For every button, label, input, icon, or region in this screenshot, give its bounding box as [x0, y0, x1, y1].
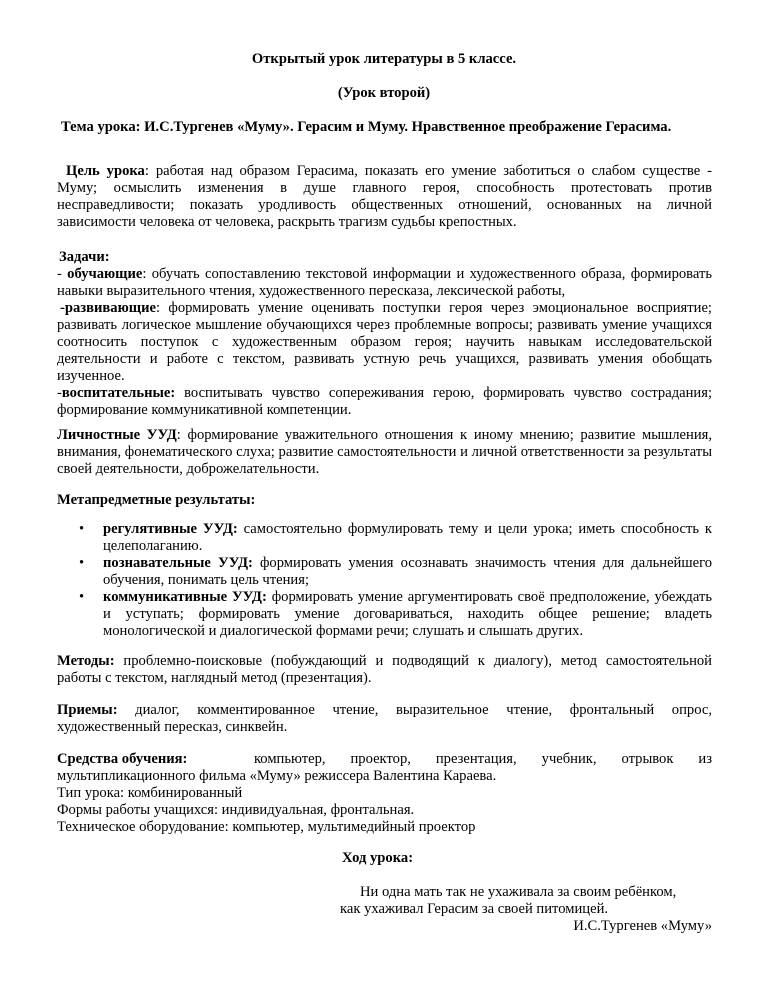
- means-line-1: Средства обучения: компьютер, проектор, презентация, учебник, отрывок из: [57, 751, 712, 767]
- goal-text: : работая над образом Герасима, показать его умение заботиться о слабом существе - Муму; осмыслить изменения в душе главного героя, способность протестовать против несправедливости; показать уродливость общественных отношений, основанных на личной зависимости человека от человека, раскрыть трагизм судьбы крепостных.: [57, 163, 713, 230]
- tasks-label: Задачи:: [59, 249, 110, 265]
- goal-label: Цель урока: [66, 163, 145, 179]
- lesson-topic: [61, 119, 701, 136]
- meta-item-regulative: [79, 521, 712, 555]
- teaching-means: [57, 751, 712, 836]
- personal-text: : формирование уважительного отношения к иному мнению; развитие мышления, внимания, фонематического слуха; развитие самостоятельности и личной ответственности за результаты своей деятельности, доброжелательности.: [57, 427, 712, 477]
- meta-item-label: познавательные УУД:: [103, 555, 253, 571]
- techniques-text: диалог, комментированное чтение, выразительное чтение, фронтальный опрос, художественный пересказ, синквейн.: [57, 702, 712, 735]
- epigraph-line-1: Ни одна мать так не ухаживала за своим ребёнком,: [360, 884, 677, 900]
- educational-label: обучающие: [67, 266, 143, 282]
- methods-label: Методы:: [57, 653, 115, 669]
- educational-text: : обучать сопоставлению текстовой информации и художественного образа, формировать навыки выразительного чтения, художественного пересказа, лексической работы,: [57, 266, 712, 299]
- personal-label: Личностные УУД: [57, 427, 177, 443]
- epigraph: [340, 884, 712, 935]
- epigraph-line-2: как ухаживал Герасим за своей питомицей.: [340, 901, 609, 917]
- meta-item-text: самостоятельно формулировать тему и цели урока; иметь способность к целеполаганию.: [103, 521, 712, 554]
- task-educational: - обучающие: обучать сопоставлению текстовой информации и художественного образа, формировать навыки выразительного чтения, художественного пересказа, лексической работы,: [57, 266, 712, 299]
- means-label: Средства обучения:: [57, 751, 188, 767]
- upbringing-text: воспитывать чувство сопереживания герою, формировать чувство сострадания; формирование коммуникативной компетенции.: [57, 385, 712, 418]
- developing-label: -развивающие: [60, 300, 156, 316]
- work-forms: Формы работы учащихся: индивидуальная, фронтальная.: [57, 802, 415, 818]
- lesson-goal: [57, 163, 712, 231]
- technical-equipment: Техническое оборудование: компьютер, мультимедийный проектор: [57, 819, 476, 835]
- bullet-icon: •: [79, 589, 85, 605]
- meta-item-label: коммуникативные УУД:: [103, 589, 267, 605]
- upbringing-label: воспитательные:: [61, 385, 176, 401]
- document-subtitle: (Урок второй): [337, 85, 431, 101]
- meta-results-label: Метапредметные результаты:: [57, 492, 256, 508]
- task-upbringing: -воспитательные: воспитывать чувство сопереживания герою, формировать чувство сострадания; формирование коммуникативной компетенции.: [57, 385, 712, 418]
- methods-text: проблемно-поисковые (побуждающий и подводящий к диалогу), метод самостоятельной работы с текстом, наглядный метод (презентация).: [57, 653, 712, 686]
- document-title: Открытый урок литературы в 5 классе.: [251, 51, 517, 67]
- methods: [57, 653, 712, 687]
- epigraph-author: И.С.Тургенев «Муму»: [573, 918, 712, 934]
- meta-item-cognitive: [79, 555, 712, 589]
- meta-item-label: регулятивные УУД:: [103, 521, 238, 537]
- meta-results-list: [57, 521, 712, 640]
- developing-text: : формировать умение оценивать поступки героя через эмоциональное восприятие; развивать логическое мышление обучающихся через проблемные вопросы; развивать умение учащихся соотносить поступок с художественным образом героя; научить навыкам исследовательской деятельности и работе с текстом, развивать устную речь учащихся, развивать умения обобщать изученное.: [57, 300, 712, 384]
- means-line-2: мультипликационного фильма «Муму» режиссера Валентина Караева.: [57, 768, 497, 784]
- bullet-icon: •: [79, 521, 85, 537]
- topic-label: Тема урока:: [61, 119, 141, 135]
- task-developing: [57, 300, 712, 385]
- tasks-section: [57, 249, 712, 419]
- bullet-icon: •: [79, 555, 85, 571]
- meta-item-text: формировать умения осознавать значимость чтения для дальнейшего обучения, понимать цель чтения;: [103, 555, 712, 588]
- course-heading: Ход урока:: [342, 850, 414, 866]
- lesson-type: Тип урока: комбинированный: [57, 785, 243, 801]
- personal-results: [57, 427, 712, 478]
- topic-text: И.С.Тургенев «Муму». Герасим и Муму. Нравственное преображение Герасима.: [144, 119, 672, 135]
- techniques-label: Приемы:: [57, 702, 118, 718]
- meta-item-communicative: [79, 589, 712, 640]
- techniques: [57, 702, 712, 736]
- meta-item-text: формировать умение аргументировать своё предположение, убеждать и уступать; формировать умение договариваться, находить общее решение; владеть монологической и диалогической формами речи; слушать и слышать других.: [103, 589, 712, 639]
